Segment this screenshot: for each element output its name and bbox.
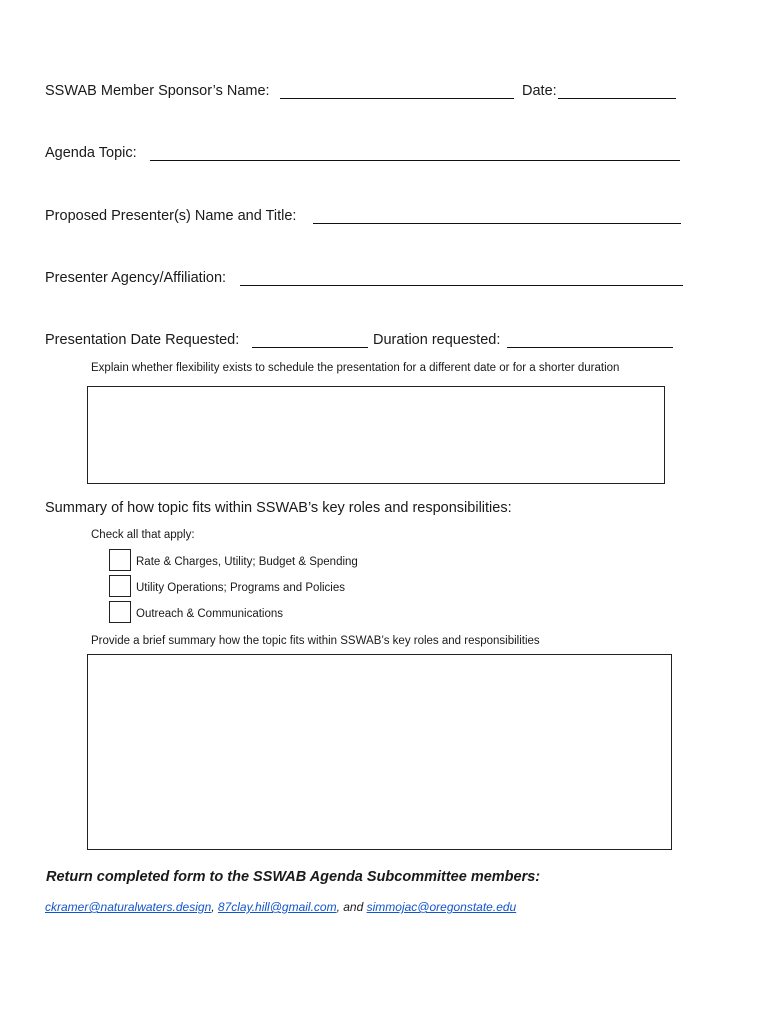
checkbox-label-rates-budget: Rate & Charges, Utility; Budget & Spending (136, 556, 358, 568)
presenter-name-field[interactable] (313, 223, 681, 224)
summary-heading: Summary of how topic fits within SSWAB’s key roles and responsibilities: (45, 500, 512, 516)
duration-field[interactable] (507, 347, 673, 348)
presenter-agency-label: Presenter Agency/Affiliation: (45, 270, 227, 286)
email-link-clayhill[interactable]: 87clay.hill@gmail.com (217, 900, 337, 914)
agenda-topic-label: Agenda Topic: (45, 145, 137, 161)
agenda-topic-field[interactable] (150, 160, 680, 161)
flexibility-textarea[interactable] (87, 386, 665, 484)
presentation-date-label: Presentation Date Requested: (45, 332, 240, 348)
flexibility-instruction: Explain whether flexibility exists to schedule the presentation for a different date or for a shorter duration (91, 362, 620, 374)
email-separator: , (211, 900, 218, 914)
presenter-agency-field[interactable] (240, 285, 683, 286)
date-field[interactable] (558, 98, 676, 99)
email-link-simmojac[interactable]: simmojac@oregonstate.edu (366, 900, 517, 914)
presenter-name-label: Proposed Presenter(s) Name and Title: (45, 208, 297, 224)
check-all-label: Check all that apply: (91, 529, 195, 541)
checkbox-label-operations-programs: Utility Operations; Programs and Policies (136, 582, 345, 594)
email-link-ckramer[interactable]: ckramer@naturalwaters.design (45, 900, 212, 914)
checkbox-rates-budget[interactable] (109, 549, 131, 571)
checkbox-label-outreach: Outreach & Communications (136, 608, 284, 620)
email-list (45, 898, 516, 916)
sponsor-name-label: SSWAB Member Sponsor’s Name: (45, 83, 270, 99)
date-label: Date: (522, 83, 557, 99)
checkbox-operations-programs[interactable] (109, 575, 131, 597)
duration-label: Duration requested: (373, 332, 501, 348)
summary-instruction: Provide a brief summary how the topic fits within SSWAB’s key roles and responsibilities (91, 635, 540, 647)
presentation-date-field[interactable] (252, 347, 368, 348)
return-heading: Return completed form to the SSWAB Agenda Subcommittee members: (46, 869, 541, 885)
email-separator-and: , and (336, 900, 367, 914)
summary-textarea[interactable] (87, 654, 672, 850)
sponsor-name-field[interactable] (280, 98, 514, 99)
checkbox-outreach[interactable] (109, 601, 131, 623)
